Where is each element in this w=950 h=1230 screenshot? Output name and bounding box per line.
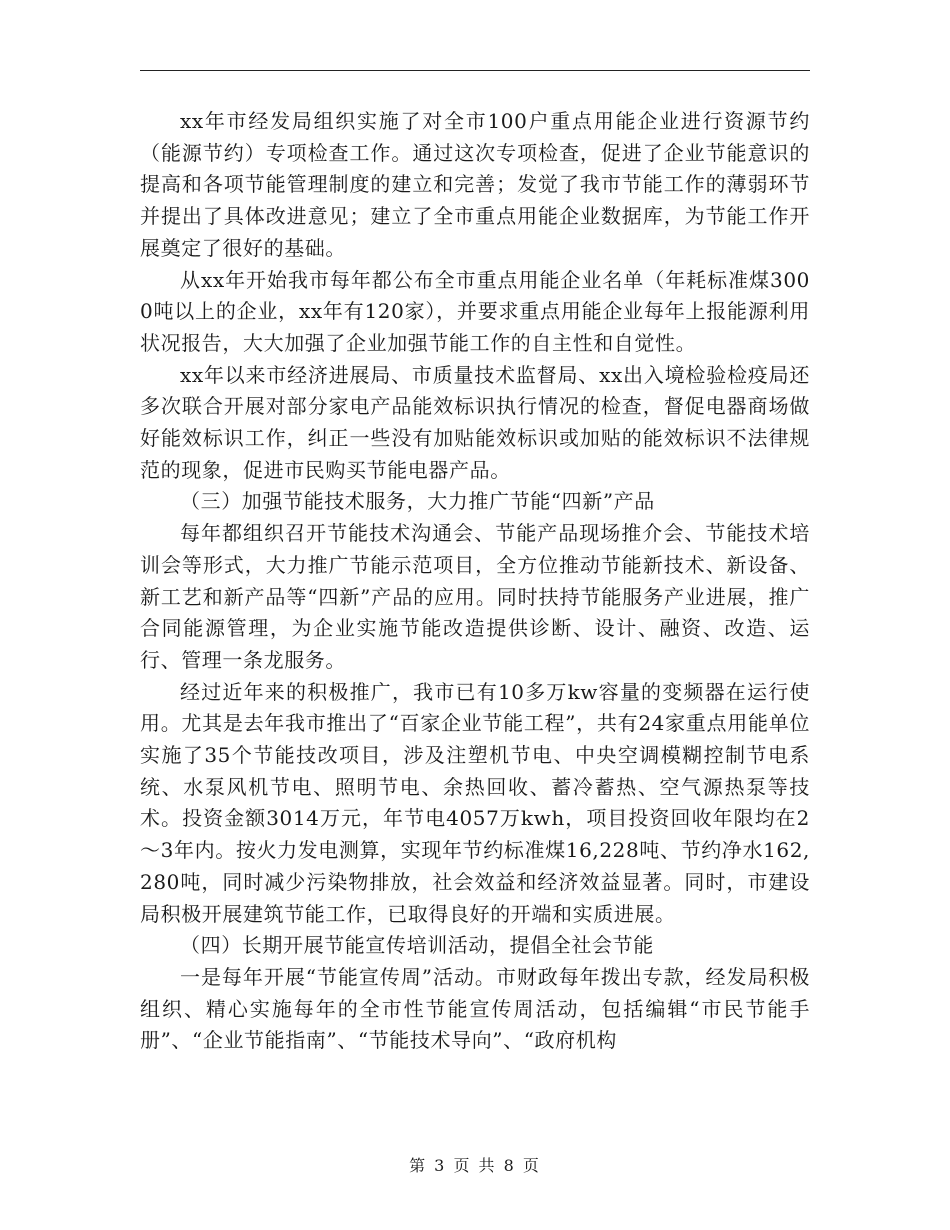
section-heading-4: （四）长期开展节能宣传培训活动，提倡全社会节能 (180, 933, 654, 958)
paragraph-inspection: xx年市经发局组织实施了对全市100户重点用能企业进行资源节约（能源节约）专项检查工作。通过这次专项检查，促进了企业节能意识的提高和各项节能管理制度的建立和完善；发觉了我市节能工作的薄弱环节并提出了具体改进意见；建立了全市重点用能企业数据库，为节能工作开展奠定了很好的基础。 (140, 109, 810, 260)
header-rule (140, 70, 810, 71)
paragraph-tech-service: 每年都组织召开节能技术沟通会、节能产品现场推介会、节能技术培训会等形式，大力推广节能示范项目，全方位推动节能新技术、新设备、新工艺和新产品等“四新”产品的应用。同时扶持节能服务产业进展，推广合同能源管理，为企业实施节能改造提供诊断、设计、融资、改造、运行、管理一条龙服务。 (140, 521, 810, 672)
paragraph-enterprise-list: 从xx年开始我市每年都公布全市重点用能企业名单（年耗标准煤3000吨以上的企业，xx年有120家），并要求重点用能企业每年上报能源利用状况报告，大大加强了企业加强节能工作的自主性和自觉性。 (140, 267, 810, 355)
section-heading-3: （三）加强节能技术服务，大力推广节能“四新”产品 (180, 489, 655, 514)
paragraph-promotion-results: 经过近年来的积极推广，我市已有10多万kw容量的变频器在运行使用。尤其是去年我市推出了“百家企业节能工程”，共有24家重点用能单位实施了35个节能技改项目，涉及注塑机节电、中央空调模糊控制节电系统、水泵风机节电、照明节电、余热回收、蓄冷蓄热、空气源热泵等技术。投资金额3014万元，年节电4057万kwh，项目投资回收年限均在2～3年内。按火力发电测算，实现年节约标准煤16,228吨、节约净水162,280吨，同时减少污染物排放，社会效益和经济效益显著。同时，市建设局积极开展建筑节能工作，已取得良好的开端和实质进展。 (140, 679, 810, 926)
paragraph-publicity-week: 一是每年开展“节能宣传周”活动。市财政每年拨出专款，经发局积极组织、精心实施每年的全市性节能宣传周活动，包括编辑“市民节能手册”、“企业节能指南”、“节能技术导向”、“政府机构 (140, 964, 810, 1053)
paragraph-energy-label: xx年以来市经济进展局、市质量技术监督局、xx出入境检验检疫局还多次联合开展对部分家电产品能效标识执行情况的检查，督促电器商场做好能效标识工作，纠正一些没有加贴能效标识或加贴的能效标识不法律规范的现象，促进市民购买节能电器产品。 (140, 362, 810, 482)
page-number: 第 3 页 共 8 页 (409, 1156, 541, 1175)
document-body (140, 106, 810, 1057)
